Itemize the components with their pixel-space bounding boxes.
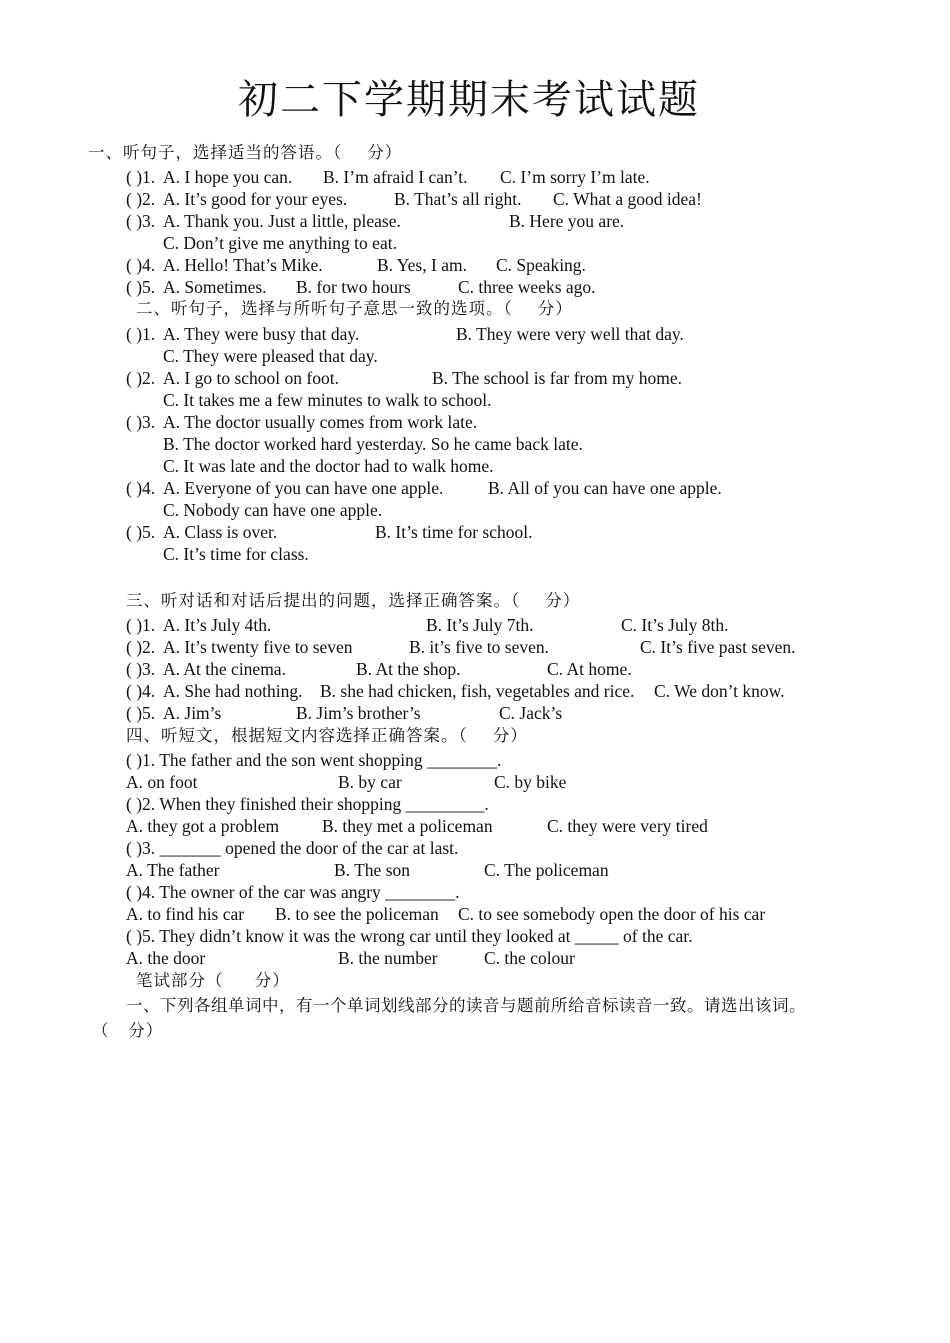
s3-q5-number: ( )5. xyxy=(126,703,156,723)
s2-q2-option-c: C. It takes me a few minutes to walk to school. xyxy=(163,390,492,410)
s4-q5-option-b: B. the number xyxy=(338,948,438,968)
s4-q4-stem: ( )4. The owner of the car was angry ________. xyxy=(126,882,460,902)
s2-q5-option-b: B. It’s time for school. xyxy=(375,522,533,542)
s1-q5-option-a: A. Sometimes. xyxy=(163,277,267,297)
s1-q2-option-b: B. That’s all right. xyxy=(394,189,522,209)
s3-q3-number: ( )3. xyxy=(126,659,156,679)
s4-q1-stem: ( )1. The father and the son went shopping ________. xyxy=(126,750,502,770)
s1-q5-number: ( )5. xyxy=(126,277,156,297)
s1-q4-option-b: B. Yes, I am. xyxy=(377,255,467,275)
s1-q4-option-a: A. Hello! That’s Mike. xyxy=(163,255,323,275)
s1-q4-number: ( )4. xyxy=(126,255,156,275)
section-4-heading: 四、听短文，根据短文内容选择正确答案。（ 分） xyxy=(126,726,528,745)
s3-q5-option-c: C. Jack’s xyxy=(499,703,563,723)
s2-q3-option-b: B. The doctor worked hard yesterday. So he came back late. xyxy=(163,434,583,454)
s3-q1-option-c: C. It’s July 8th. xyxy=(621,615,729,635)
s4-q5-stem: ( )5. They didn’t know it was the wrong car until they looked at _____ of the car. xyxy=(126,926,693,946)
s2-q4-number: ( )4. xyxy=(126,478,156,498)
s3-q3-option-c: C. At home. xyxy=(547,659,632,679)
s4-q4-option-c: C. to see somebody open the door of his car xyxy=(458,904,766,924)
s3-q5-option-a: A. Jim’s xyxy=(163,703,222,723)
s1-q3-option-a: A. Thank you. Just a little, please. xyxy=(163,211,401,231)
s1-q3-number: ( )3. xyxy=(126,211,156,231)
s3-q4-option-a: A. She had nothing. xyxy=(163,681,303,701)
s3-q1-option-b: B. It’s July 7th. xyxy=(426,615,534,635)
section-3-heading: 三、听对话和对话后提出的问题，选择正确答案。（ 分） xyxy=(126,591,581,610)
s4-q3-option-c: C. The policeman xyxy=(484,860,609,880)
s1-q2-option-a: A. It’s good for your eyes. xyxy=(163,189,348,209)
s2-q2-option-b: B. The school is far from my home. xyxy=(432,368,682,388)
section-1-heading: 一、听句子，选择适当的答语。（ 分） xyxy=(88,143,403,162)
s2-q1-option-a: A. They were busy that day. xyxy=(163,324,360,344)
s1-q3-option-b: B. Here you are. xyxy=(509,211,625,231)
s3-q4-option-c: C. We don’t know. xyxy=(654,681,785,701)
s2-q3-option-c: C. It was late and the doctor had to walk home. xyxy=(163,456,494,476)
written-section-heading: 笔试部分（ 分） xyxy=(136,971,290,990)
s2-q1-option-c: C. They were pleased that day. xyxy=(163,346,378,366)
s4-q2-option-c: C. they were very tired xyxy=(547,816,708,836)
s1-q5-option-b: B. for two hours xyxy=(296,277,411,297)
s2-q5-option-a: A. Class is over. xyxy=(163,522,278,542)
s4-q4-option-b: B. to see the policeman xyxy=(275,904,439,924)
s4-q1-option-c: C. by bike xyxy=(494,772,567,792)
s3-q2-number: ( )2. xyxy=(126,637,156,657)
s3-q1-number: ( )1. xyxy=(126,615,156,635)
s3-q2-option-b: B. it’s five to seven. xyxy=(409,637,549,657)
s4-q2-stem: ( )2. When they finished their shopping _________. xyxy=(126,794,489,814)
s1-q1-option-c: C. I’m sorry I’m late. xyxy=(500,167,650,187)
s4-q5-option-c: C. the colour xyxy=(484,948,575,968)
s2-q1-number: ( )1. xyxy=(126,324,156,344)
s3-q5-option-b: B. Jim’s brother’s xyxy=(296,703,421,723)
s2-q5-number: ( )5. xyxy=(126,522,156,542)
s1-q3-option-c: C. Don’t give me anything to eat. xyxy=(163,233,397,253)
s4-q2-option-a: A. they got a problem xyxy=(126,816,280,836)
s1-q1-number: ( )1. xyxy=(126,167,156,187)
s2-q4-option-b: B. All of you can have one apple. xyxy=(488,478,722,498)
exam-title: 初二下学期期末考试试题 xyxy=(238,77,700,123)
s3-q4-number: ( )4. xyxy=(126,681,156,701)
s1-q4-option-c: C. Speaking. xyxy=(496,255,586,275)
s4-q3-stem: ( )3. _______ opened the door of the car at last. xyxy=(126,838,459,858)
s3-q4-option-b: B. she had chicken, fish, vegetables and rice. xyxy=(320,681,635,701)
s1-q2-number: ( )2. xyxy=(126,189,156,209)
written-instruction-score: （ 分） xyxy=(92,1021,164,1040)
s2-q2-option-a: A. I go to school on foot. xyxy=(163,368,339,388)
written-instruction: 一、下列各组单词中，有一个单词划线部分的读音与题前所给音标读音一致。请选出该词。 xyxy=(126,996,806,1015)
s3-q2-option-c: C. It’s five past seven. xyxy=(640,637,796,657)
s4-q1-option-b: B. by car xyxy=(338,772,402,792)
s3-q2-option-a: A. It’s twenty five to seven xyxy=(163,637,353,657)
section-2-heading: 二、听句子，选择与所听句子意思一致的选项。（ 分） xyxy=(136,299,573,318)
s4-q3-option-b: B. The son xyxy=(334,860,410,880)
s4-q4-option-a: A. to find his car xyxy=(126,904,245,924)
s1-q1-option-a: A. I hope you can. xyxy=(163,167,293,187)
s4-q5-option-a: A. the door xyxy=(126,948,206,968)
s4-q3-option-a: A. The father xyxy=(126,860,220,880)
s1-q5-option-c: C. three weeks ago. xyxy=(458,277,596,297)
s3-q1-option-a: A. It’s July 4th. xyxy=(163,615,272,635)
s2-q3-number: ( )3. xyxy=(126,412,156,432)
s4-q1-option-a: A. on foot xyxy=(126,772,198,792)
s3-q3-option-b: B. At the shop. xyxy=(356,659,461,679)
s2-q4-option-c: C. Nobody can have one apple. xyxy=(163,500,383,520)
s1-q1-option-b: B. I’m afraid I can’t. xyxy=(323,167,468,187)
s2-q5-option-c: C. It’s time for class. xyxy=(163,544,309,564)
s4-q2-option-b: B. they met a policeman xyxy=(322,816,493,836)
s2-q3-option-a: A. The doctor usually comes from work late. xyxy=(163,412,478,432)
s1-q2-option-c: C. What a good idea! xyxy=(553,189,702,209)
s2-q4-option-a: A. Everyone of you can have one apple. xyxy=(163,478,444,498)
s2-q1-option-b: B. They were very well that day. xyxy=(456,324,684,344)
s3-q3-option-a: A. At the cinema. xyxy=(163,659,286,679)
s2-q2-number: ( )2. xyxy=(126,368,156,388)
